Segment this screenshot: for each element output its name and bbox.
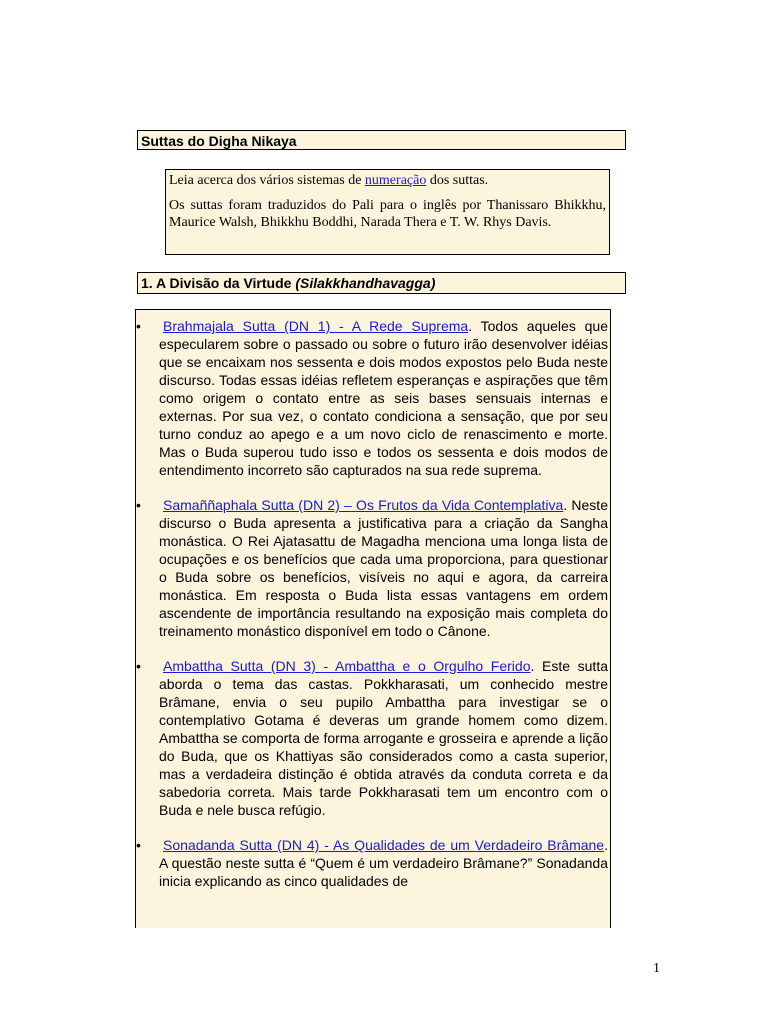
sutta-link-dn3[interactable]: Ambattha Sutta (DN 3) - Ambattha e o Orgulho Ferido bbox=[163, 658, 531, 674]
sutta-list bbox=[135, 309, 611, 928]
intro-box bbox=[165, 169, 610, 255]
sutta-link-dn2[interactable]: Samaññaphala Sutta (DN 2) – Os Frutos da Vida Contemplativa bbox=[163, 497, 564, 513]
numeracao-link[interactable]: numeração bbox=[364, 173, 427, 188]
list-item: • Ambattha Sutta (DN 3) - Ambattha e o Orgulho Ferido. Este sutta aborda o tema das castas. Pokkharasati, um conhecido mestre Brâmane, envia o seu pupilo Ambattha para investigar se o contemplativo Gotama é deveras um grande homem como dizem. Ambattha se comporta de forma arrogante e grosseira e aprende a lição do Buda, que os Khattiyas são considerados como a casta superior, mas a verdadeira distinção é obtida através da conduta correta e da sabedoria correta. Mais tarde Pokkharasati tem um encontro com o Buda e nele busca refúgio. bbox=[136, 658, 608, 818]
page-title: Suttas do Digha Nikaya bbox=[137, 130, 626, 150]
sutta-link-dn1[interactable]: Brahmajala Sutta (DN 1) - A Rede Suprema bbox=[163, 318, 469, 334]
list-item: • Brahmajala Sutta (DN 1) - A Rede Suprema. Todos aqueles que especularem sobre o passado ou sobre o futuro irão desenvolver idéias que se encaixam nos sessenta e dois modos expostos pelo Buda neste discurso. Todas essas idéias refletem esperanças e aspirações que têm como origem o contato entre as seis bases sensuais internas e externas. Por sua vez, o contato condiciona a sensação, que por seu turno conduz ao apego e a um novo ciclo de renascimento e morte. Mas o Buda superou tudo isso e todos os sessenta e dois modos de entendimento incorreto são capturados na sua rede suprema. bbox=[136, 318, 608, 478]
intro-paragraph-2: Os suttas foram traduzidos do Pali para o inglês por Thanissaro Bhikkhu, Maurice Walsh, Bhikkhu Boddhi, Narada Thera e T. W. Rhys Davis. bbox=[169, 197, 606, 230]
sutta-link-dn4[interactable]: Sonadanda Sutta (DN 4) - As Qualidades de um Verdadeiro Brâmane bbox=[163, 837, 605, 853]
section-subtitle: (Silakkhandhavagga) bbox=[295, 275, 436, 291]
bullet: • bbox=[136, 497, 141, 513]
list-item: • Sonadanda Sutta (DN 4) - As Qualidades de um Verdadeiro Brâmane. A questão neste sutta é “Quem é um verdadeiro Brâmane?” Sonadanda inicia explicando as cinco qualidades de bbox=[136, 837, 608, 889]
bullet: • bbox=[136, 837, 141, 853]
bullet: • bbox=[136, 318, 141, 334]
list-item: • Samaññaphala Sutta (DN 2) – Os Frutos da Vida Contemplativa. Neste discurso o Buda apresenta a justificativa para a criação da Sangha monástica. O Rei Ajatasattu de Magadha menciona uma longa lista de ocupações e os benefícios que cada uma proporciona, para questionar o Buda sobre os benefícios, visíveis no aqui e agora, da carreira monástica. Em resposta o Buda lista essas vantagens em ordem ascendente de importância resultando na exposição mais completa do treinamento monástico disponível em todo o Cânone. bbox=[136, 497, 608, 639]
bullet: • bbox=[136, 658, 141, 674]
intro-paragraph-1: Leia acerca dos vários sistemas de numeração dos suttas. bbox=[169, 173, 489, 188]
page-number: 1 bbox=[653, 961, 660, 976]
section-title: 1. A Divisão da Virtude (Silakkhandhavagga) bbox=[137, 272, 626, 294]
